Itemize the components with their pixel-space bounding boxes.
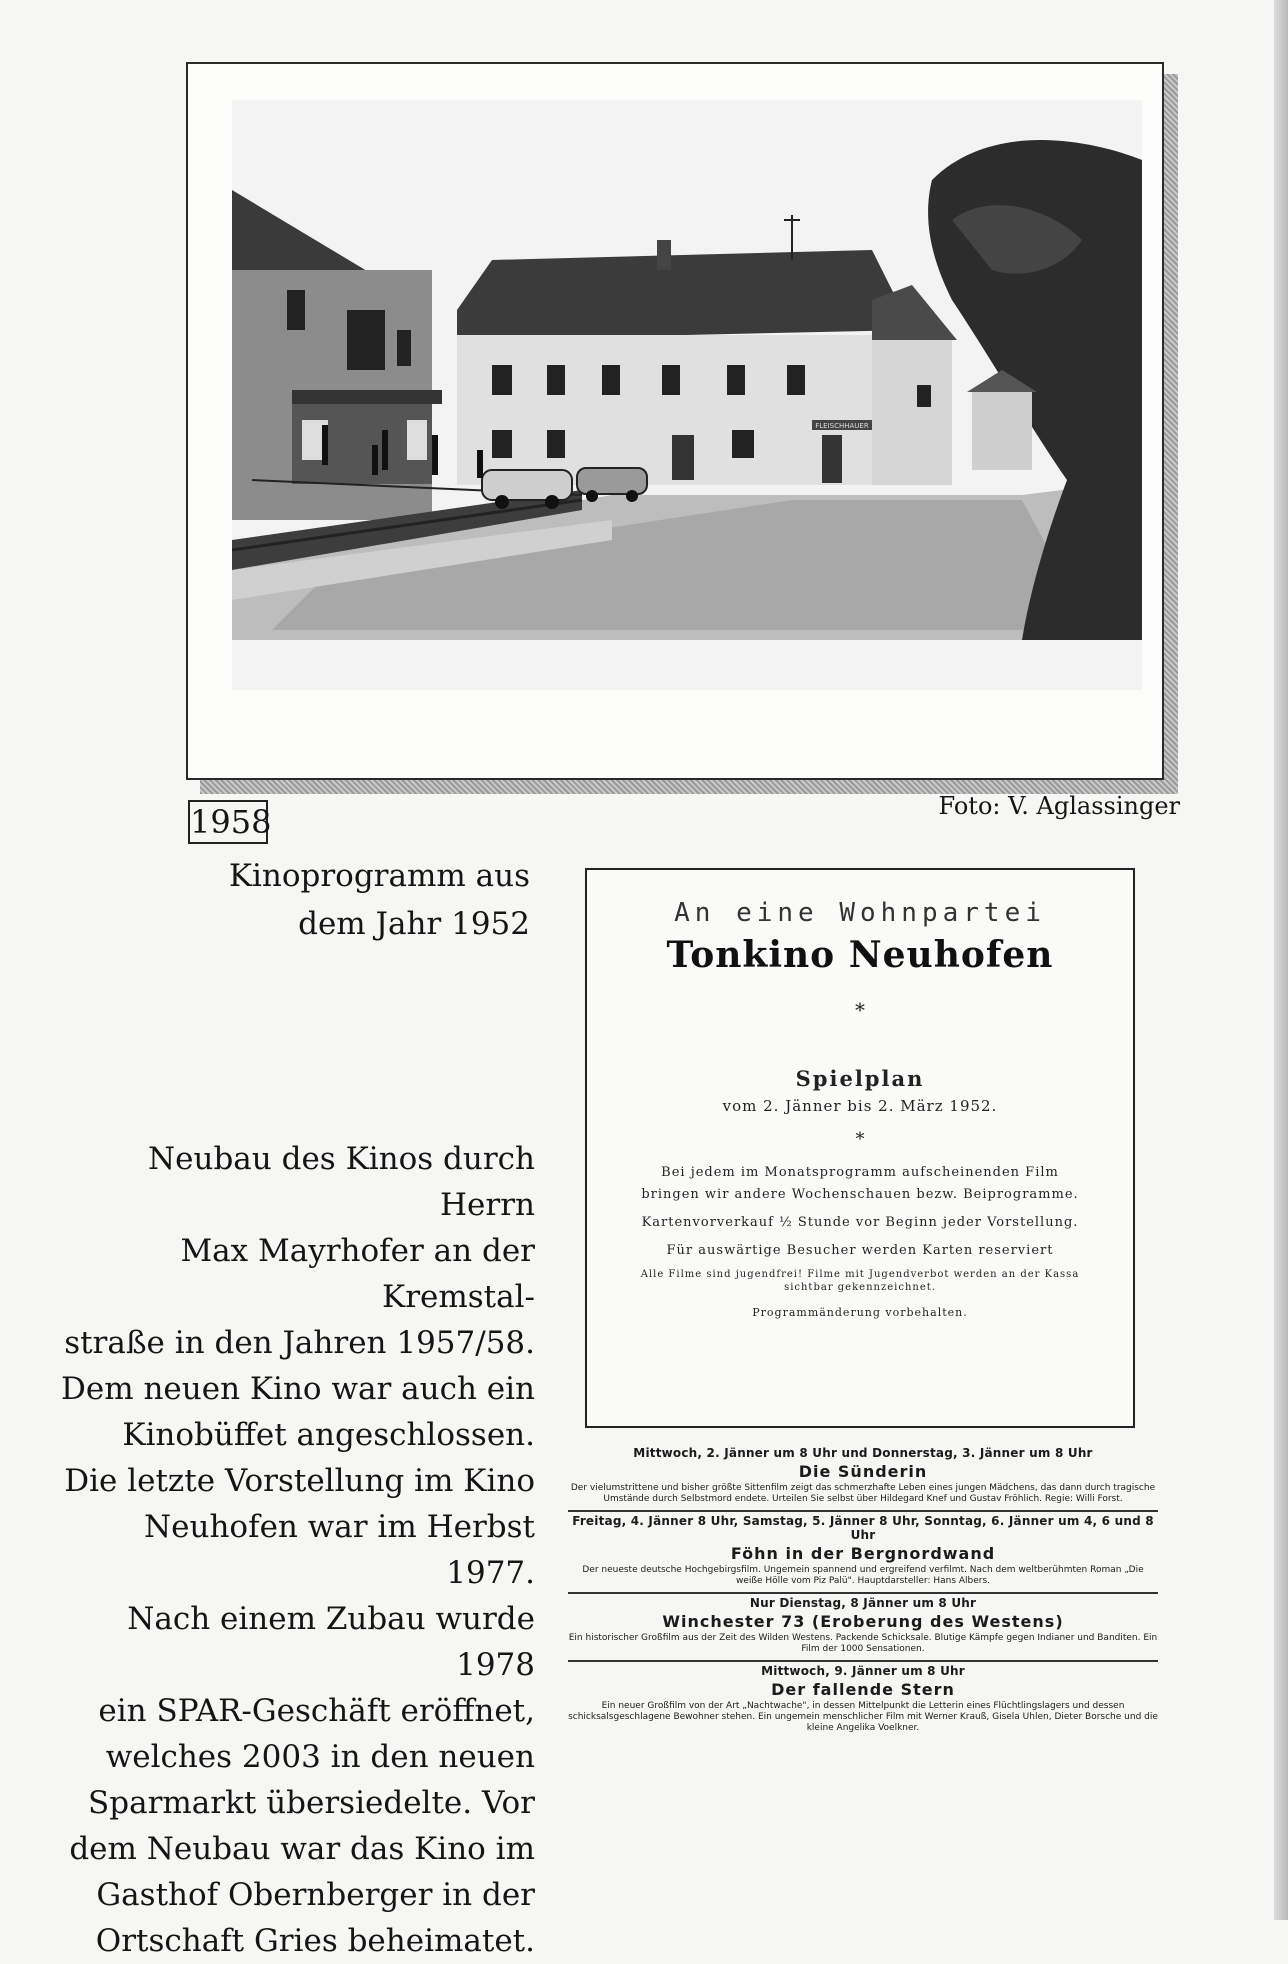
- text-line: Die letzte Vorstellung im Kino: [64, 1463, 535, 1499]
- shop-sign: FLEISCHHAUER: [815, 422, 869, 430]
- program-rule: Programmänderung vorbehalten.: [752, 1306, 968, 1319]
- program-addressee: An eine Wohnpartei: [674, 898, 1046, 928]
- caption-line: dem Jahr 1952: [298, 906, 530, 942]
- text-line: ein SPAR-Geschäft eröffnet,: [98, 1693, 535, 1729]
- program-dates: vom 2. Jänner bis 2. März 1952.: [722, 1097, 998, 1115]
- history-text: [60, 1136, 535, 1964]
- page-edge: [1274, 0, 1288, 1920]
- film-schedule: Nur Dienstag, 8 Jänner um 8 Uhr: [749, 1596, 977, 1610]
- program-plan-title: Spielplan: [795, 1066, 925, 1091]
- text-line: Neubau des Kinos durch Herrn: [148, 1141, 535, 1223]
- film-title: Föhn in der Bergnordwand: [730, 1544, 996, 1563]
- text-line: Dem neuen Kino war auch ein: [61, 1371, 535, 1407]
- photo-credit: Foto: V. Aglassinger: [938, 792, 1180, 820]
- text-line: Neuhofen war im Herbst 1977.: [144, 1509, 535, 1591]
- program-rule: Kartenvorverkauf ½ Stunde vor Beginn jeder Vorstellung.: [641, 1215, 1079, 1230]
- caption-line: Kinoprogramm aus: [228, 858, 530, 894]
- program-star: *: [855, 998, 865, 1022]
- text-line: Ortschaft Gries beheimatet.: [95, 1923, 535, 1959]
- film-description: Der neueste deutsche Hochgebirgsfilm. Ungemein spannend und ergreifend verfilmt. Nach dem weltberühmten Roman „Die weiße Hölle vom Piz Palü". Hauptdarsteller: Hans Albers.: [582, 1565, 1144, 1586]
- film-schedule: Mittwoch, 9. Jänner um 8 Uhr: [761, 1664, 965, 1678]
- text-line: Sparmarkt übersiedelte. Vor: [88, 1785, 535, 1821]
- text-line: Max Mayrhofer an der Kremstal-: [180, 1233, 535, 1315]
- text-line: Nach einem Zubau wurde 1978: [127, 1601, 535, 1683]
- program-rules: [640, 1162, 1080, 1324]
- film-schedule: Freitag, 4. Jänner 8 Uhr, Samstag, 5. Jänner 8 Uhr, Sonntag, 6. Jänner um 4, 6 und 8 Uhr: [572, 1514, 1154, 1542]
- film-entry: [568, 1594, 1158, 1662]
- text-line: Kinobüffet angeschlossen.: [122, 1417, 535, 1453]
- historic-photo: [232, 100, 1142, 690]
- film-title: Der fallende Stern: [771, 1680, 955, 1699]
- film-title: Die Sünderin: [798, 1462, 928, 1481]
- film-entry: [568, 1512, 1158, 1594]
- program-caption: [200, 852, 530, 948]
- text-line: Gasthof Obernberger in der: [96, 1877, 535, 1913]
- photo-frame: [186, 62, 1164, 780]
- program-rule: Bei jedem im Monatsprogramm aufscheinenden Film bringen wir andere Wochenschauen bezw. Beiprogramme.: [641, 1165, 1079, 1202]
- film-entry: [568, 1444, 1158, 1512]
- text-line: straße in den Jahren 1957/58.: [64, 1325, 535, 1361]
- year-label: 1958: [188, 800, 268, 844]
- cinema-program-scan: [585, 868, 1135, 1428]
- film-description: Ein neuer Großfilm von der Art „Nachtwache", in dessen Mittelpunkt die Letterin eines Flüchtlingslagers und dessen schicksalsgeschlagene Bewohner stehen. Ein ungemein menschlicher Film mit Werner Krauß, Gisela Uhlen, Dieter Borsche und die kleine Angelika Voelkner.: [568, 1701, 1158, 1733]
- program-rule: Für auswärtige Besucher werden Karten reserviert: [666, 1243, 1054, 1258]
- text-line: dem Neubau war das Kino im: [69, 1831, 535, 1867]
- film-schedule: Mittwoch, 2. Jänner um 8 Uhr und Donnerstag, 3. Jänner um 8 Uhr: [633, 1446, 1093, 1460]
- program-star: *: [855, 1129, 865, 1150]
- film-description: Der vielumstrittene und bisher größte Sittenfilm zeigt das schmerzhafte Leben eines jungen Mädchens, das dann durch tragische Umstände durch Selbstmord endete. Urteilen Sie selbst über Hildegard Knef und Gustav Fröhlich. Regie: Willi Forst.: [570, 1483, 1156, 1504]
- film-description: Ein historischer Großfilm aus der Zeit des Wilden Westens. Packende Schicksale. Blutige Kämpfe gegen Indianer und Banditen. Ein Film der 1000 Sensationen.: [568, 1633, 1158, 1654]
- film-listing: [568, 1444, 1158, 1756]
- film-title: Winchester 73 (Eroberung des Westens): [662, 1612, 1064, 1631]
- program-cinema-name: Tonkino Neuhofen: [666, 934, 1054, 976]
- film-entry: [568, 1662, 1158, 1739]
- text-line: welches 2003 in den neuen: [105, 1739, 535, 1775]
- program-rule: Alle Filme sind jugendfrei! Filme mit Jugendverbot werden an der Kassa sichtbar gekennzeichnet.: [640, 1269, 1080, 1293]
